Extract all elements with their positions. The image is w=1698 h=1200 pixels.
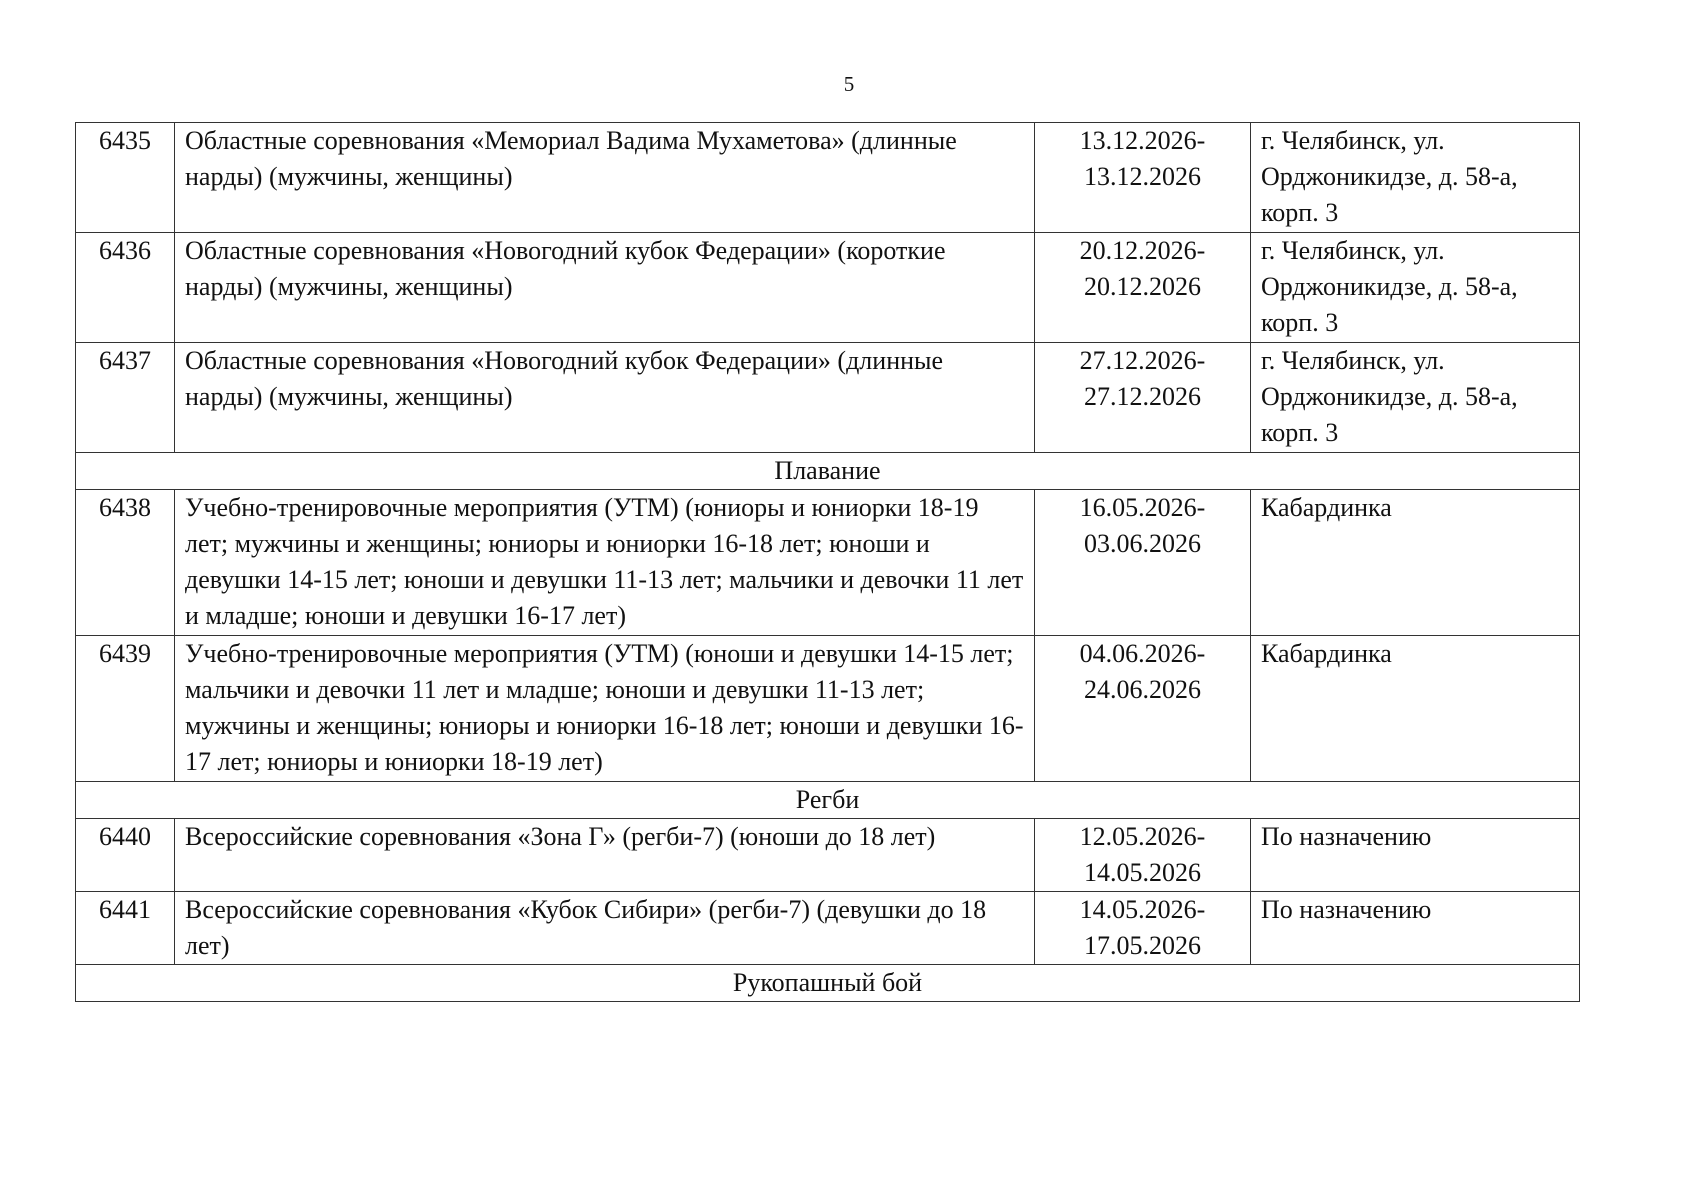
event-number: 6438: [76, 490, 175, 636]
event-date-end: 20.12.2026: [1084, 272, 1201, 301]
event-name: Областные соревнования «Новогодний кубок Федерации» (длинные нарды) (мужчины, женщины): [175, 343, 1035, 453]
event-place: г. Челябинск, ул. Орджоникидзе, д. 58-а, корп. 3: [1251, 343, 1580, 453]
event-number: 6439: [76, 636, 175, 782]
table-row: [76, 636, 1580, 782]
event-name: Всероссийские соревнования «Кубок Сибири» (регби-7) (девушки до 18 лет): [175, 892, 1035, 965]
event-place: г. Челябинск, ул. Орджоникидзе, д. 58-а, корп. 3: [1251, 123, 1580, 233]
event-dates: [1035, 123, 1251, 233]
event-date-start: 13.12.2026-: [1079, 126, 1206, 155]
event-place: Кабардинка: [1251, 490, 1580, 636]
section-heading: Рукопашный бой: [76, 965, 1580, 1002]
event-dates: [1035, 636, 1251, 782]
event-date-end: 03.06.2026: [1084, 529, 1201, 558]
event-date-start: 20.12.2026-: [1079, 236, 1206, 265]
event-number: 6437: [76, 343, 175, 453]
event-name: Учебно-тренировочные мероприятия (УТМ) (юниоры и юниорки 18-19 лет; мужчины и женщины; юниоры и юниорки 16-18 лет; юноши и девушки 14-15 лет; юноши и девушки 11-13 лет; мальчики и девочки 11 лет и младше; юноши и девушки 16-17 лет): [175, 490, 1035, 636]
table-row: [76, 123, 1580, 233]
event-name: Всероссийские соревнования «Зона Г» (регби-7) (юноши до 18 лет): [175, 819, 1035, 892]
event-date-end: 24.06.2026: [1084, 675, 1201, 704]
event-place: Кабардинка: [1251, 636, 1580, 782]
event-date-start: 27.12.2026-: [1079, 346, 1206, 375]
section-heading: Плавание: [76, 453, 1580, 490]
event-date-end: 14.05.2026: [1084, 858, 1201, 887]
section-heading-row: [76, 782, 1580, 819]
event-number: 6435: [76, 123, 175, 233]
table-row: [76, 343, 1580, 453]
table-row: [76, 819, 1580, 892]
event-date-start: 14.05.2026-: [1079, 895, 1206, 924]
event-dates: [1035, 490, 1251, 636]
section-heading-row: [76, 453, 1580, 490]
event-dates: [1035, 343, 1251, 453]
table-row: [76, 490, 1580, 636]
event-date-end: 27.12.2026: [1084, 382, 1201, 411]
event-date-start: 12.05.2026-: [1079, 822, 1206, 851]
event-dates: [1035, 892, 1251, 965]
event-date-end: 17.05.2026: [1084, 931, 1201, 960]
events-table: [75, 122, 1580, 1002]
event-date-start: 16.05.2026-: [1079, 493, 1206, 522]
event-place: г. Челябинск, ул. Орджоникидзе, д. 58-а, корп. 3: [1251, 233, 1580, 343]
table-row: [76, 892, 1580, 965]
event-date-start: 04.06.2026-: [1079, 639, 1206, 668]
event-date-end: 13.12.2026: [1084, 162, 1201, 191]
event-number: 6441: [76, 892, 175, 965]
event-dates: [1035, 819, 1251, 892]
event-number: 6436: [76, 233, 175, 343]
table-row: [76, 233, 1580, 343]
section-heading: Регби: [76, 782, 1580, 819]
event-place: По назначению: [1251, 892, 1580, 965]
event-name: Учебно-тренировочные мероприятия (УТМ) (юноши и девушки 14-15 лет; мальчики и девочки 11 лет и младше; юноши и девушки 11-13 лет; мужчины и женщины; юниоры и юниорки 16-18 лет; юноши и девушки 16-17 лет; юниоры и юниорки 18-19 лет): [175, 636, 1035, 782]
event-name: Областные соревнования «Новогодний кубок Федерации» (короткие нарды) (мужчины, женщины): [175, 233, 1035, 343]
event-dates: [1035, 233, 1251, 343]
event-place: По назначению: [1251, 819, 1580, 892]
page-number: 5: [843, 72, 855, 96]
event-number: 6440: [76, 819, 175, 892]
section-heading-row: [76, 965, 1580, 1002]
event-name: Областные соревнования «Мемориал Вадима Мухаметова» (длинные нарды) (мужчины, женщины): [175, 123, 1035, 233]
